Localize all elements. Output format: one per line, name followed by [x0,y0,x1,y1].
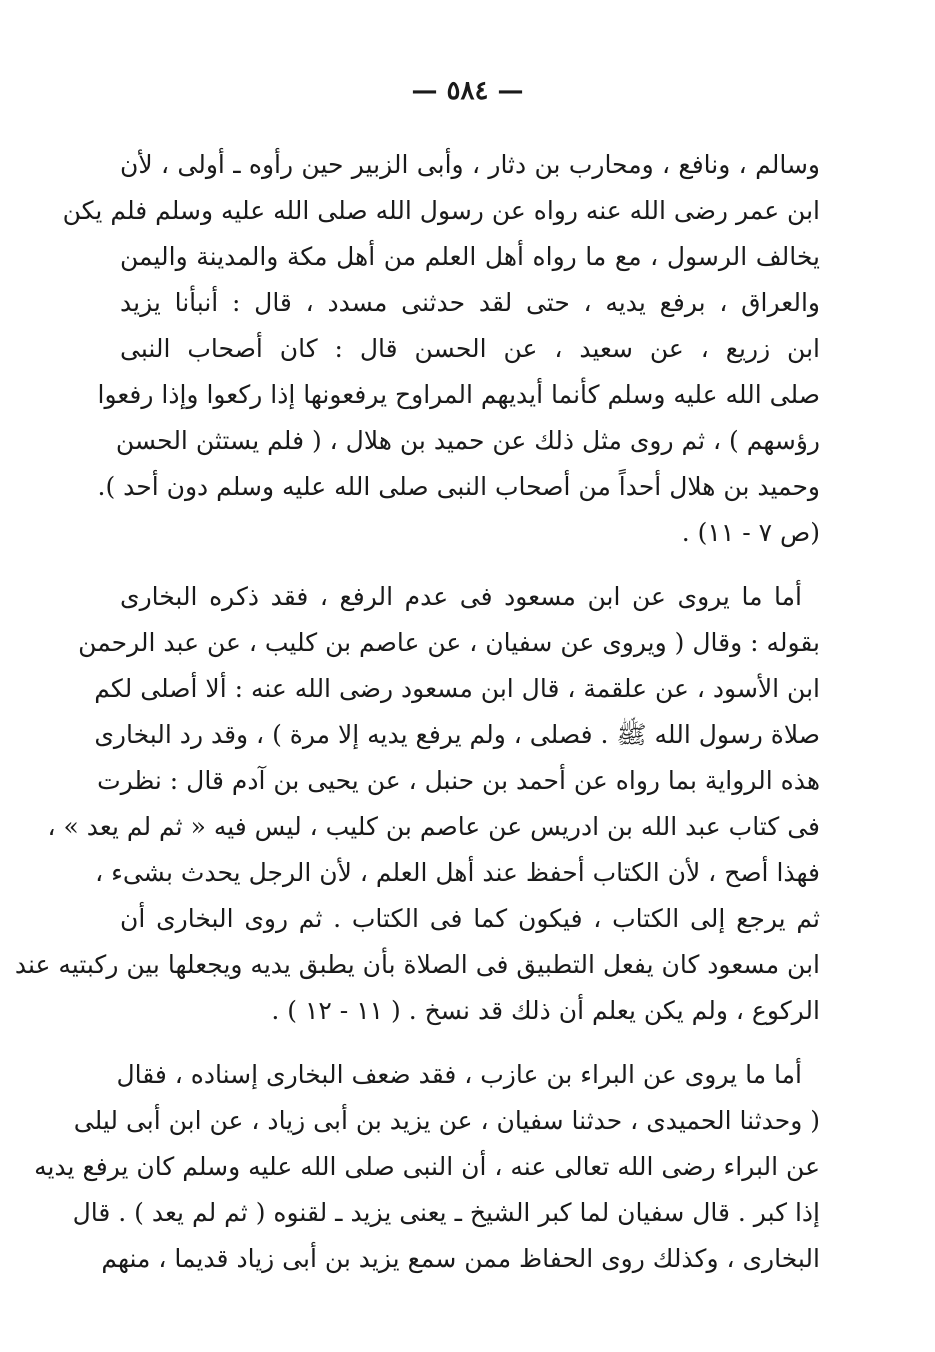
text-line: أما ما يروى عن البراء بن عازب ، فقد ضعف البخارى إسناده ، فقال [116,1060,802,1089]
paragraph-1 [62,142,820,556]
text-line: أما ما يروى عن ابن مسعود فى عدم الرفع ، فقد ذكره البخارى [120,582,802,611]
text-line: البخارى ، وكذلك روى الحفاظ ممن سمع يزيد بن أبى زياد قديما ، منهم [101,1244,820,1273]
text-line: بقوله : وقال ( ويروى عن سفيان ، عن عاصم بن كليب ، عن عبد الرحمن [78,628,820,657]
page-number: — ٥٨٤ — [411,76,524,106]
text-line: والعراق ، برفع يديه ، حتى لقد حدثنى مسدد ، قال : أنبأنا يزيد [120,288,820,317]
text-line: ( وحدثنا الحميدى ، حدثنا سفيان ، عن يزيد بن أبى زياد ، عن ابن أبى ليلى [73,1106,820,1135]
text-line: الركوع ، ولم يكن يعلم أن ذلك قد نسخ . ( ١١ - ١٢ ) . [271,996,820,1025]
text-line: إذا كبر . قال سفيان لما كبر الشيخ ـ يعنى يزيد ـ لقنوه ( ثم لم يعد ) . قال [72,1198,820,1227]
text-line: ثم يرجع إلى الكتاب ، فيكون كما فى الكتاب . ثم روى البخارى أن [120,904,820,933]
text-line: صلاة رسول الله ﷺ . فصلى ، ولم يرفع يديه إلا مرة ) ، وقد رد البخارى [94,720,820,749]
text-line: فى كتاب عبد الله بن ادريس عن عاصم بن كليب ، ليس فيه « ثم لم يعد » ، [47,812,820,841]
text-line: فهذا أصح ، لأن الكتاب أحفظ عند أهل العلم ، لأن الرجل يحدث بشىء ، [95,858,820,887]
text-line: صلى الله عليه وسلم كأنما أيديهم المراوح يرفعونها إذا ركعوا وإذا رفعوا [97,380,820,409]
paragraph-3 [34,1052,820,1282]
text-line: وسالم ، ونافع ، ومحارب بن دثار ، وأبى الزبير حين رأوه ـ أولى ، لأن [120,150,820,179]
text-line: عن البراء رضى الله تعالى عنه ، أن النبى صلى الله عليه وسلم كان يرفع يديه [34,1152,820,1181]
text-line: (ص ٧ - ١١) . [681,518,820,547]
paragraph-2 [14,574,820,1034]
text-line: رؤسهم ) ، ثم روى مثل ذلك عن حميد بن هلال ، ( فلم يستثن الحسن [115,426,820,455]
text-line: ابن الأسود ، عن علقمة ، قال ابن مسعود رضى الله عنه : ألا أصلى لكم [94,674,820,703]
text-line: وحميد بن هلال أحداً من أصحاب النبى صلى الله عليه وسلم دون أحد ). [97,472,820,501]
text-line: هذه الرواية بما رواه عن أحمد بن حنبل ، عن يحيى بن آدم قال : نظرت [97,766,820,795]
text-line: ابن عمر رضى الله عنه رواه عن رسول الله صلى الله عليه وسلم فلم يكن [62,196,820,225]
text-line: يخالف الرسول ، مع ما رواه أهل العلم من أهل مكة والمدينة واليمن [120,242,820,271]
text-line: ابن مسعود كان يفعل التطبيق فى الصلاة بأن يطبق يديه ويجعلها بين ركبتيه عند [14,950,820,979]
text-line: ابن زريع ، عن سعيد ، عن الحسن قال : كان أصحاب النبى [120,334,820,363]
